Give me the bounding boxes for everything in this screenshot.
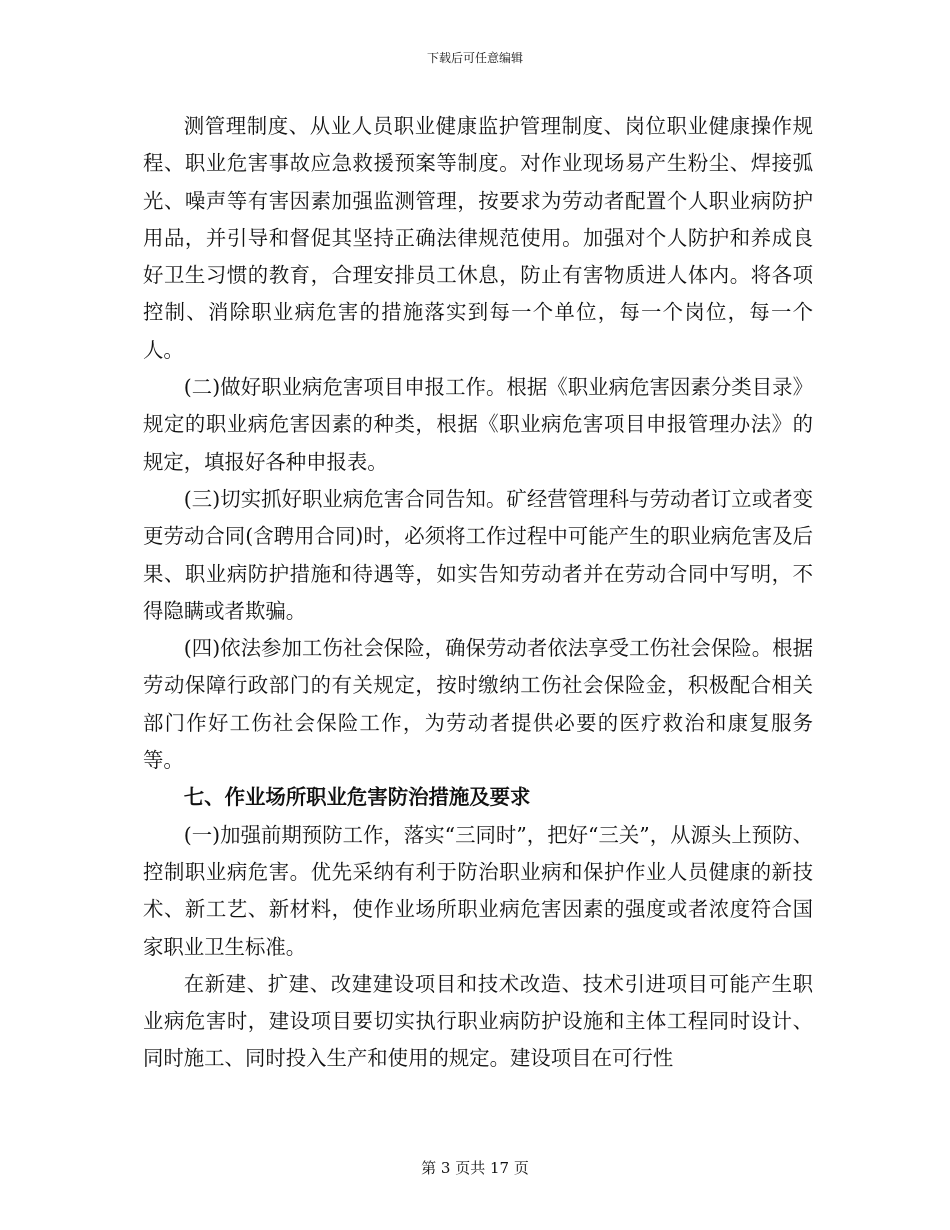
section-heading: 七、作业场所职业危害防治措施及要求 <box>183 785 531 810</box>
paragraph-5: (一)加强前期预防工作，落实“三同时”，把好“三关”，从源头上预防、控制职业病危害。优先采纳有利于防治职业病和保护作业人员健康的新技术、新工艺、新材料，使作业场所职业病危害因素的强度或者浓度符合国家职业卫生标准。 <box>143 822 813 959</box>
paragraph-6: 在新建、扩建、改建建设项目和技术改造、技术引进项目可能产生职业病危害时，建设项目要切实执行职业病防护设施和主体工程同时设计、同时施工、同时投入生产和使用的规定。建设项目在可行性 <box>143 971 813 1071</box>
document-body <box>143 108 813 1078</box>
page-header-note: 下载后可任意编辑 <box>426 51 523 65</box>
paragraph-4: (四)依法参加工伤社会保险，确保劳动者依法享受工伤社会保险。根据劳动保障行政部门的有关规定，按时缴纳工伤社会保险金，积极配合相关部门作好工伤社会保险工作，为劳动者提供必要的医疗救治和康复服务等。 <box>143 636 813 773</box>
paragraph-3: (三)切实抓好职业病危害合同告知。矿经营管理科与劳动者订立或者变更劳动合同(含聘用合同)时，必须将工作过程中可能产生的职业病危害及后果、职业病防护措施和待遇等，如实告知劳动者并在劳动合同中写明，不得隐瞒或者欺骗。 <box>143 486 813 623</box>
paragraph-1: 测管理制度、从业人员职业健康监护管理制度、岗位职业健康操作规程、职业危害事故应急救援预案等制度。对作业现场易产生粉尘、焊接弧光、噪声等有害因素加强监测管理，按要求为劳动者配置个人职业病防护用品，并引导和督促其坚持正确法律规范使用。加强对个人防护和养成良好卫生习惯的教育，合理安排员工休息，防止有害物质进人体内。将各项控制、消除职业病危害的措施落实到每一个单位，每一个岗位，每一个人。 <box>143 114 813 362</box>
page-number: 第 3 页共 17 页 <box>421 1159 529 1177</box>
paragraph-2: (二)做好职业病危害项目申报工作。根据《职业病危害因素分类目录》规定的职业病危害因素的种类，根据《职业病危害项目申报管理办法》的规定，填报好各种申报表。 <box>143 375 813 474</box>
